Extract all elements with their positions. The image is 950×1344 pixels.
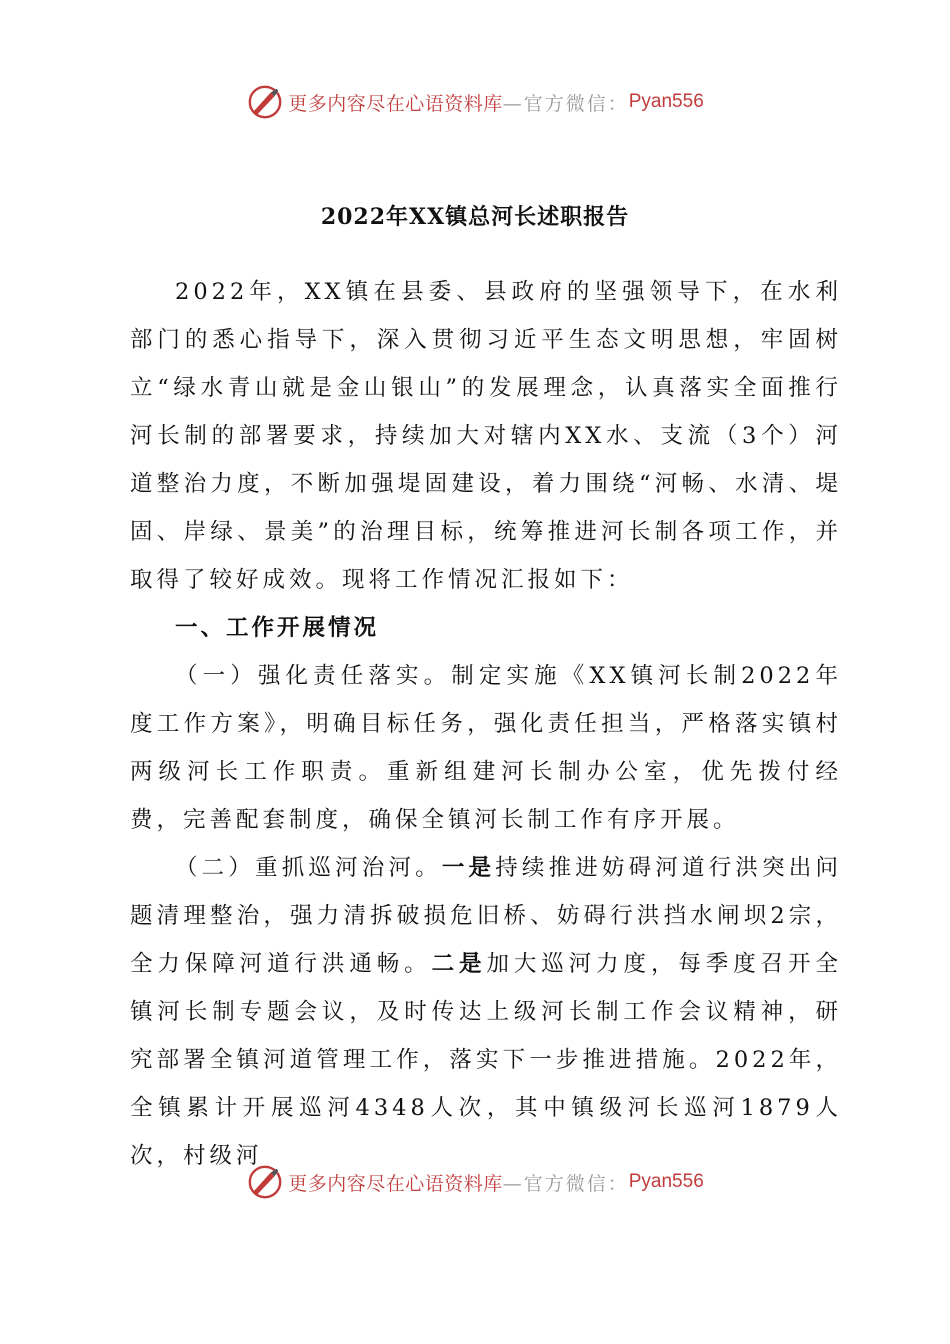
item-2-first-label: 一是 (441, 855, 496, 881)
document-title: 2022年XX镇总河长述职报告 (320, 204, 630, 230)
item-2-first-text: 持续推进妨碍河道行洪突出问题清理整治，强力清拆破损危旧桥、妨碍行洪挡水闸坝2宗，全力保障河道行洪通畅。 (130, 855, 842, 977)
header-watermark (0, 80, 950, 124)
watermark-text: 更多内容尽在心语资料库 (288, 1172, 503, 1195)
section-heading: 一、工作开展情况 (175, 615, 380, 641)
watermark-separator: —官方微信： (502, 92, 629, 115)
intro-paragraph: 2022年，XX镇在县委、县政府的坚强领导下，在水利部门的悉心指导下，深入贯彻习近平生态文明思想，牢固树立“绿水青山就是金山银山”的发展理念，认真落实全面推行河长制的部署要求，持续加大对辖内XX水、支流（3个）河道整治力度，不断加强堤固建设，着力围绕“河畅、水清、堤固、岸绿、景美”的治理目标，统筹推进河长制各项工作，并取得了较好成效。现将工作情况汇报如下： (130, 279, 842, 593)
item-2-paragraph (130, 844, 842, 1180)
item-2-second-text: 加大巡河力度，每季度召开全镇河长制专题会议，及时传达上级河长制工作会议精神，研究部署全镇河道管理工作，落实下一步推进措施。2022年，全镇累计开展巡河4348人次，其中镇级河长巡河1879人次，村级河 (130, 951, 842, 1169)
footer-watermark (0, 1160, 950, 1204)
watermark-wechat-id: Pyan556 (628, 91, 704, 112)
watermark-wechat-id: Pyan556 (628, 1171, 704, 1192)
item-2-second-label: 二是 (431, 951, 487, 977)
watermark-separator: —官方微信： (502, 1172, 629, 1195)
document-body (130, 268, 842, 1180)
pen-logo-icon (246, 1163, 284, 1201)
item-1-paragraph: （一）强化责任落实。制定实施《XX镇河长制2022年度工作方案》，明确目标任务，强化责任担当，严格落实镇村两级河长工作职责。重新组建河长制办公室，优先拨付经费，完善配套制度，确保全镇河长制工作有序开展。 (130, 663, 842, 833)
watermark-text: 更多内容尽在心语资料库 (288, 92, 503, 115)
item-2-intro: （二）重抓巡河治河。 (175, 855, 442, 881)
pen-logo-icon (246, 83, 284, 121)
